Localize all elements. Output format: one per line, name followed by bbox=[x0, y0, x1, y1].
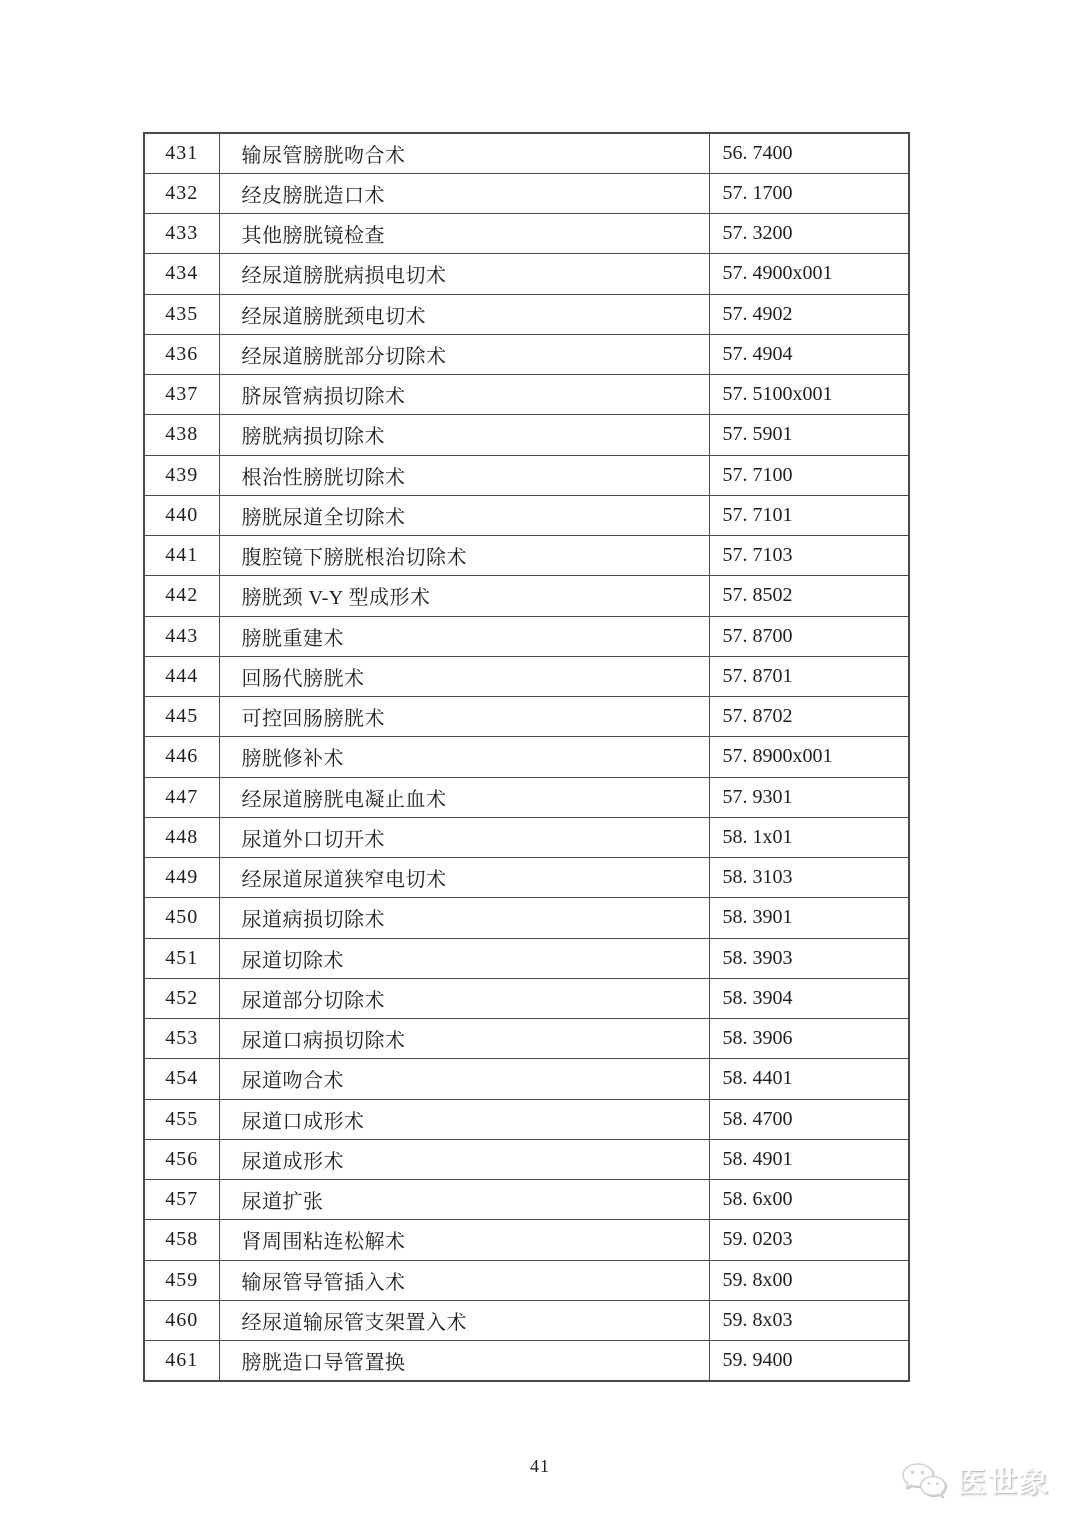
table-row bbox=[144, 254, 909, 294]
row-number-cell: 460 bbox=[144, 1300, 219, 1340]
procedure-name-cell: 尿道扩张 bbox=[219, 1180, 709, 1220]
procedure-code-cell: 58. 6x00 bbox=[709, 1180, 909, 1220]
table-row bbox=[144, 415, 909, 455]
row-number-cell: 434 bbox=[144, 254, 219, 294]
table-row bbox=[144, 214, 909, 254]
procedure-name-cell: 膀胱尿道全切除术 bbox=[219, 495, 709, 535]
procedure-name-cell: 尿道口成形术 bbox=[219, 1099, 709, 1139]
procedure-name-cell: 膀胱修补术 bbox=[219, 737, 709, 777]
row-number-cell: 451 bbox=[144, 938, 219, 978]
watermark-brand-text: 医世象 bbox=[956, 1467, 1050, 1499]
procedure-name-cell: 尿道部分切除术 bbox=[219, 978, 709, 1018]
row-number-cell: 442 bbox=[144, 576, 219, 616]
procedure-name-cell: 经尿道输尿管支架置入术 bbox=[219, 1300, 709, 1340]
table-row bbox=[144, 616, 909, 656]
procedure-name-cell: 尿道口病损切除术 bbox=[219, 1019, 709, 1059]
procedure-name-cell: 经尿道膀胱部分切除术 bbox=[219, 334, 709, 374]
procedure-code-cell: 57. 8700 bbox=[709, 616, 909, 656]
procedure-name-cell: 尿道切除术 bbox=[219, 938, 709, 978]
row-number-cell: 450 bbox=[144, 898, 219, 938]
table-row bbox=[144, 938, 909, 978]
procedure-name-cell: 尿道成形术 bbox=[219, 1139, 709, 1179]
procedure-name-cell: 经皮膀胱造口术 bbox=[219, 173, 709, 213]
table-row bbox=[144, 656, 909, 696]
table-row bbox=[144, 1300, 909, 1340]
table-row bbox=[144, 1099, 909, 1139]
procedure-name-cell: 膀胱病损切除术 bbox=[219, 415, 709, 455]
table-row bbox=[144, 455, 909, 495]
procedure-code-cell: 58. 3904 bbox=[709, 978, 909, 1018]
table-row bbox=[144, 978, 909, 1018]
procedure-code-cell: 57. 8702 bbox=[709, 697, 909, 737]
procedure-name-cell: 尿道外口切开术 bbox=[219, 817, 709, 857]
row-number-cell: 448 bbox=[144, 817, 219, 857]
procedure-name-cell: 输尿管膀胱吻合术 bbox=[219, 133, 709, 173]
procedure-name-cell: 肾周围粘连松解术 bbox=[219, 1220, 709, 1260]
row-number-cell: 439 bbox=[144, 455, 219, 495]
row-number-cell: 449 bbox=[144, 858, 219, 898]
row-number-cell: 445 bbox=[144, 697, 219, 737]
table-body bbox=[144, 133, 909, 1381]
table-row bbox=[144, 1341, 909, 1382]
row-number-cell: 446 bbox=[144, 737, 219, 777]
table-row bbox=[144, 858, 909, 898]
procedure-code-cell: 57. 5100x001 bbox=[709, 375, 909, 415]
row-number-cell: 447 bbox=[144, 777, 219, 817]
procedure-code-cell: 57. 7101 bbox=[709, 495, 909, 535]
procedure-name-cell: 根治性膀胱切除术 bbox=[219, 455, 709, 495]
row-number-cell: 459 bbox=[144, 1260, 219, 1300]
table-row bbox=[144, 1019, 909, 1059]
procedure-code-cell: 57. 4902 bbox=[709, 294, 909, 334]
procedure-code-cell: 58. 4901 bbox=[709, 1139, 909, 1179]
procedure-name-cell: 经尿道膀胱电凝止血术 bbox=[219, 777, 709, 817]
procedure-name-cell: 可控回肠膀胱术 bbox=[219, 697, 709, 737]
row-number-cell: 444 bbox=[144, 656, 219, 696]
row-number-cell: 443 bbox=[144, 616, 219, 656]
row-number-cell: 454 bbox=[144, 1059, 219, 1099]
table-row bbox=[144, 133, 909, 173]
table-row bbox=[144, 173, 909, 213]
table-row bbox=[144, 1180, 909, 1220]
procedure-name-cell: 尿道吻合术 bbox=[219, 1059, 709, 1099]
table-row bbox=[144, 898, 909, 938]
table-row bbox=[144, 737, 909, 777]
procedure-name-cell: 经尿道膀胱颈电切术 bbox=[219, 294, 709, 334]
procedure-code-cell: 57. 4900x001 bbox=[709, 254, 909, 294]
procedure-name-cell: 回肠代膀胱术 bbox=[219, 656, 709, 696]
procedure-name-cell: 其他膀胱镜检查 bbox=[219, 214, 709, 254]
procedure-code-cell: 57. 7100 bbox=[709, 455, 909, 495]
procedure-name-cell: 脐尿管病损切除术 bbox=[219, 375, 709, 415]
row-number-cell: 457 bbox=[144, 1180, 219, 1220]
table-row bbox=[144, 1220, 909, 1260]
procedure-code-table bbox=[143, 132, 910, 1382]
table-row bbox=[144, 536, 909, 576]
row-number-cell: 432 bbox=[144, 173, 219, 213]
procedure-code-cell: 58. 3903 bbox=[709, 938, 909, 978]
chat-bubbles-icon bbox=[900, 1462, 948, 1500]
table-row bbox=[144, 1059, 909, 1099]
procedure-name-cell: 膀胱造口导管置换 bbox=[219, 1341, 709, 1382]
row-number-cell: 433 bbox=[144, 214, 219, 254]
procedure-code-cell: 57. 5901 bbox=[709, 415, 909, 455]
row-number-cell: 440 bbox=[144, 495, 219, 535]
procedure-code-cell: 57. 8900x001 bbox=[709, 737, 909, 777]
row-number-cell: 452 bbox=[144, 978, 219, 1018]
table-row bbox=[144, 294, 909, 334]
row-number-cell: 461 bbox=[144, 1341, 219, 1382]
row-number-cell: 435 bbox=[144, 294, 219, 334]
table-row bbox=[144, 495, 909, 535]
procedure-name-cell: 膀胱颈 V-Y 型成形术 bbox=[219, 576, 709, 616]
table-row bbox=[144, 375, 909, 415]
row-number-cell: 456 bbox=[144, 1139, 219, 1179]
row-number-cell: 436 bbox=[144, 334, 219, 374]
procedure-code-cell: 57. 8701 bbox=[709, 656, 909, 696]
procedure-code-cell: 57. 3200 bbox=[709, 214, 909, 254]
procedure-name-cell: 经尿道膀胱病损电切术 bbox=[219, 254, 709, 294]
page-number: 41 bbox=[530, 1456, 550, 1476]
table-row bbox=[144, 697, 909, 737]
procedure-code-cell: 57. 7103 bbox=[709, 536, 909, 576]
table-row bbox=[144, 777, 909, 817]
watermark bbox=[900, 1460, 1050, 1501]
row-number-cell: 455 bbox=[144, 1099, 219, 1139]
procedure-code-cell: 58. 4401 bbox=[709, 1059, 909, 1099]
procedure-code-cell: 58. 1x01 bbox=[709, 817, 909, 857]
row-number-cell: 458 bbox=[144, 1220, 219, 1260]
procedure-name-cell: 输尿管导管插入术 bbox=[219, 1260, 709, 1300]
procedure-code-cell: 58. 3103 bbox=[709, 858, 909, 898]
procedure-name-cell: 经尿道尿道狭窄电切术 bbox=[219, 858, 709, 898]
procedure-code-cell: 59. 8x03 bbox=[709, 1300, 909, 1340]
procedure-code-cell: 57. 1700 bbox=[709, 173, 909, 213]
procedure-code-cell: 58. 3901 bbox=[709, 898, 909, 938]
procedure-name-cell: 膀胱重建术 bbox=[219, 616, 709, 656]
table-row bbox=[144, 817, 909, 857]
row-number-cell: 437 bbox=[144, 375, 219, 415]
procedure-name-cell: 尿道病损切除术 bbox=[219, 898, 709, 938]
procedure-code-cell: 59. 9400 bbox=[709, 1341, 909, 1382]
procedure-code-cell: 59. 8x00 bbox=[709, 1260, 909, 1300]
procedure-code-cell: 56. 7400 bbox=[709, 133, 909, 173]
table-row bbox=[144, 576, 909, 616]
table-row bbox=[144, 334, 909, 374]
table-row bbox=[144, 1260, 909, 1300]
procedure-code-cell: 59. 0203 bbox=[709, 1220, 909, 1260]
procedure-code-cell: 58. 4700 bbox=[709, 1099, 909, 1139]
table-row bbox=[144, 1139, 909, 1179]
procedure-code-cell: 57. 9301 bbox=[709, 777, 909, 817]
row-number-cell: 431 bbox=[144, 133, 219, 173]
row-number-cell: 438 bbox=[144, 415, 219, 455]
row-number-cell: 453 bbox=[144, 1019, 219, 1059]
procedure-code-cell: 57. 4904 bbox=[709, 334, 909, 374]
row-number-cell: 441 bbox=[144, 536, 219, 576]
procedure-code-cell: 57. 8502 bbox=[709, 576, 909, 616]
procedure-name-cell: 腹腔镜下膀胱根治切除术 bbox=[219, 536, 709, 576]
procedure-code-cell: 58. 3906 bbox=[709, 1019, 909, 1059]
